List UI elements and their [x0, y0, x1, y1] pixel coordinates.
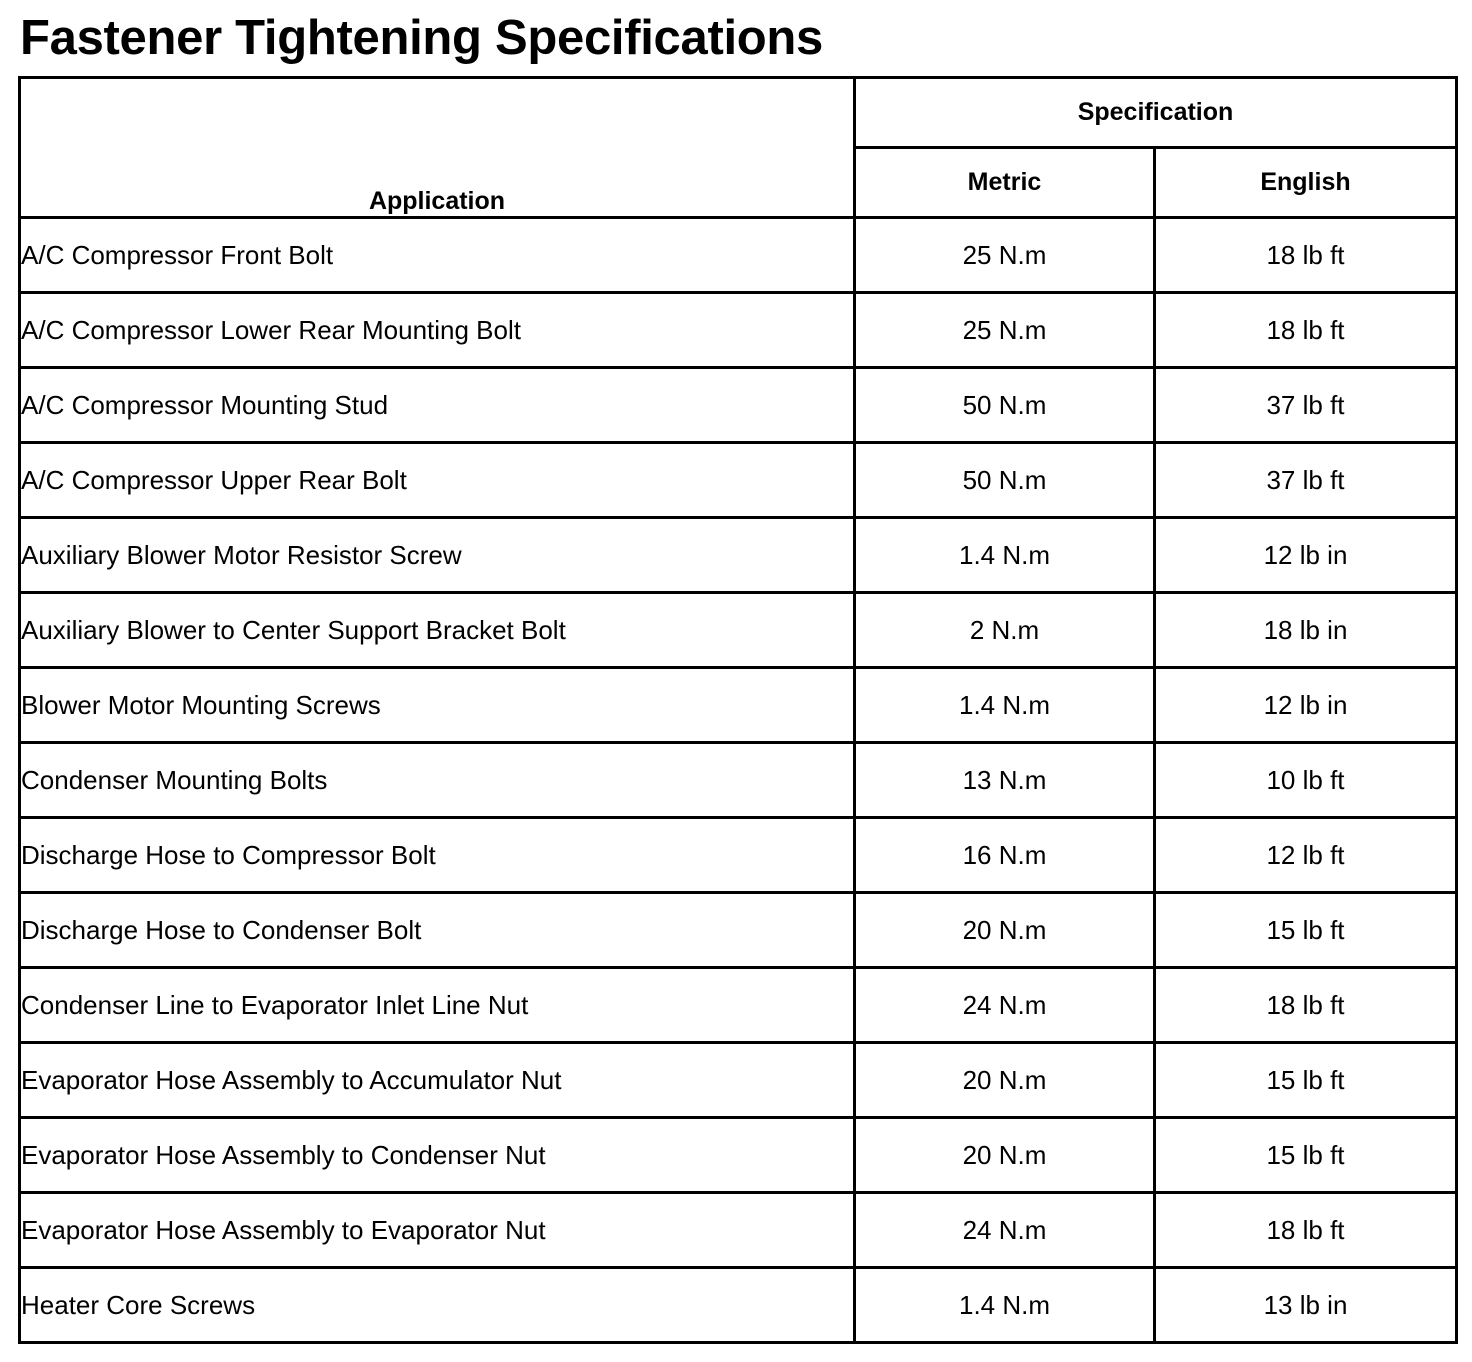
application-cell: Condenser Mounting Bolts	[20, 743, 855, 818]
table-row	[20, 593, 1457, 668]
english-cell: 10 lb ft	[1155, 743, 1457, 818]
table-row	[20, 968, 1457, 1043]
metric-cell: 16 N.m	[855, 818, 1155, 893]
application-cell: Evaporator Hose Assembly to Condenser Nut	[20, 1118, 855, 1193]
metric-cell: 1.4 N.m	[855, 1268, 1155, 1343]
application-cell: Evaporator Hose Assembly to Evaporator Nut	[20, 1193, 855, 1268]
table-row	[20, 218, 1457, 293]
table-row	[20, 743, 1457, 818]
english-cell: 18 lb ft	[1155, 968, 1457, 1043]
application-cell: A/C Compressor Mounting Stud	[20, 368, 855, 443]
metric-cell: 25 N.m	[855, 293, 1155, 368]
metric-cell: 25 N.m	[855, 218, 1155, 293]
application-cell: Discharge Hose to Condenser Bolt	[20, 893, 855, 968]
metric-cell: 20 N.m	[855, 1118, 1155, 1193]
english-cell: 37 lb ft	[1155, 368, 1457, 443]
table-row	[20, 1118, 1457, 1193]
metric-cell: 20 N.m	[855, 893, 1155, 968]
english-cell: 37 lb ft	[1155, 443, 1457, 518]
spec-table	[18, 76, 1458, 1344]
application-cell: Auxiliary Blower Motor Resistor Screw	[20, 518, 855, 593]
application-cell: A/C Compressor Front Bolt	[20, 218, 855, 293]
english-cell: 18 lb ft	[1155, 218, 1457, 293]
table-row	[20, 893, 1457, 968]
table-row	[20, 818, 1457, 893]
metric-cell: 24 N.m	[855, 1193, 1155, 1268]
application-cell: Condenser Line to Evaporator Inlet Line Nut	[20, 968, 855, 1043]
english-cell: 12 lb ft	[1155, 818, 1457, 893]
metric-cell: 24 N.m	[855, 968, 1155, 1043]
application-cell: Auxiliary Blower to Center Support Bracket Bolt	[20, 593, 855, 668]
column-header-specification: Specification	[855, 78, 1457, 148]
table-row	[20, 293, 1457, 368]
english-cell: 15 lb ft	[1155, 1043, 1457, 1118]
english-cell: 15 lb ft	[1155, 893, 1457, 968]
english-cell: 12 lb in	[1155, 518, 1457, 593]
column-header-english: English	[1155, 148, 1457, 218]
table-row	[20, 443, 1457, 518]
metric-cell: 2 N.m	[855, 593, 1155, 668]
application-cell: Evaporator Hose Assembly to Accumulator Nut	[20, 1043, 855, 1118]
metric-cell: 1.4 N.m	[855, 668, 1155, 743]
application-cell: Blower Motor Mounting Screws	[20, 668, 855, 743]
table-row	[20, 1193, 1457, 1268]
table-row	[20, 1268, 1457, 1343]
english-cell: 12 lb in	[1155, 668, 1457, 743]
header-row	[20, 78, 1457, 148]
page-title: Fastener Tightening Specifications	[20, 11, 823, 65]
metric-cell: 1.4 N.m	[855, 518, 1155, 593]
english-cell: 18 lb ft	[1155, 1193, 1457, 1268]
table-row	[20, 368, 1457, 443]
table-row	[20, 518, 1457, 593]
english-cell: 18 lb ft	[1155, 293, 1457, 368]
column-header-metric: Metric	[855, 148, 1155, 218]
application-cell: Discharge Hose to Compressor Bolt	[20, 818, 855, 893]
english-cell: 15 lb ft	[1155, 1118, 1457, 1193]
table-row	[20, 1043, 1457, 1118]
table-row	[20, 668, 1457, 743]
application-cell: A/C Compressor Upper Rear Bolt	[20, 443, 855, 518]
metric-cell: 13 N.m	[855, 743, 1155, 818]
english-cell: 18 lb in	[1155, 593, 1457, 668]
english-cell: 13 lb in	[1155, 1268, 1457, 1343]
table-header	[20, 78, 1457, 218]
metric-cell: 20 N.m	[855, 1043, 1155, 1118]
metric-cell: 50 N.m	[855, 368, 1155, 443]
application-cell: Heater Core Screws	[20, 1268, 855, 1343]
metric-cell: 50 N.m	[855, 443, 1155, 518]
table-body	[20, 218, 1457, 1343]
application-cell: A/C Compressor Lower Rear Mounting Bolt	[20, 293, 855, 368]
column-header-application: Application	[20, 78, 855, 218]
